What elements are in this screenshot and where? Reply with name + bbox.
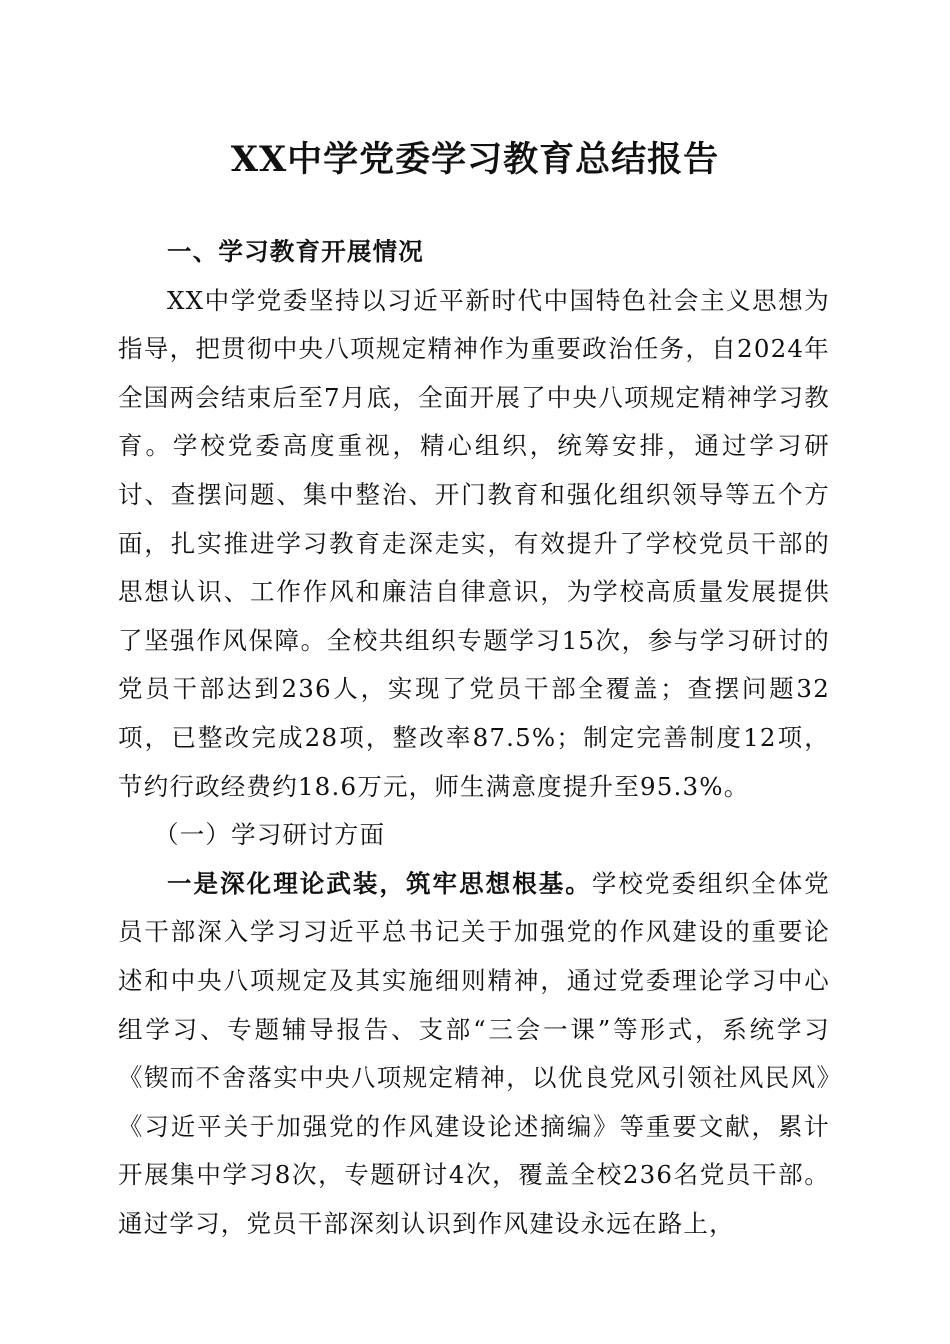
paragraph-text: 学校党委组织全体党员干部深入学习习近平总书记关于加强党的作风建设的重要论述和中央八项规定及其实施细则精神，通过党委理论学习中心组学习、专题辅导报告、支部“三会一课”等形式，系统学习《锲而不舍落实中央八项规定精神，以优良党风引领社风民风》《习近平关于加强党的作风建设论述摘编》等重要文献，累计开展集中学习8次，专题研讨4次，覆盖全校236名党员干部。通过学习，党员干部深刻认识到作风建设永远在路上，	[118, 868, 830, 1238]
document-body	[118, 228, 830, 1248]
section-paragraph: XX中学党委坚持以习近平新时代中国特色社会主义思想为指导，把贯彻中央八项规定精神作为重要政治任务，自2024年全国两会结束后至7月底，全面开展了中央八项规定精神学习教育。学校党委高度重视，精心组织，统筹安排，通过学习研讨、查摆问题、集中整治、开门教育和强化组织领导等五个方面，扎实推进学习教育走深走实，有效提升了学校党员干部的思想认识、工作作风和廉洁自律意识，为学校高质量发展提供了坚强作风保障。全校共组织专题学习15次，参与学习研讨的党员干部达到236人，实现了党员干部全覆盖；查摆问题32项，已整改完成28项，整改率87.5%；制定完善制度12项，节约行政经费约18.6万元，师生满意度提升至95.3%。	[118, 285, 830, 801]
subsection-paragraph	[118, 860, 830, 1249]
document-title: XX中学党委学习教育总结报告	[230, 139, 720, 180]
subsection-heading: （一）学习研讨方面	[154, 820, 386, 850]
section-heading: 一、学习教育开展情况	[167, 237, 424, 266]
paragraph-lead: 一是深化理论武装，筑牢思想根基。	[167, 868, 592, 898]
